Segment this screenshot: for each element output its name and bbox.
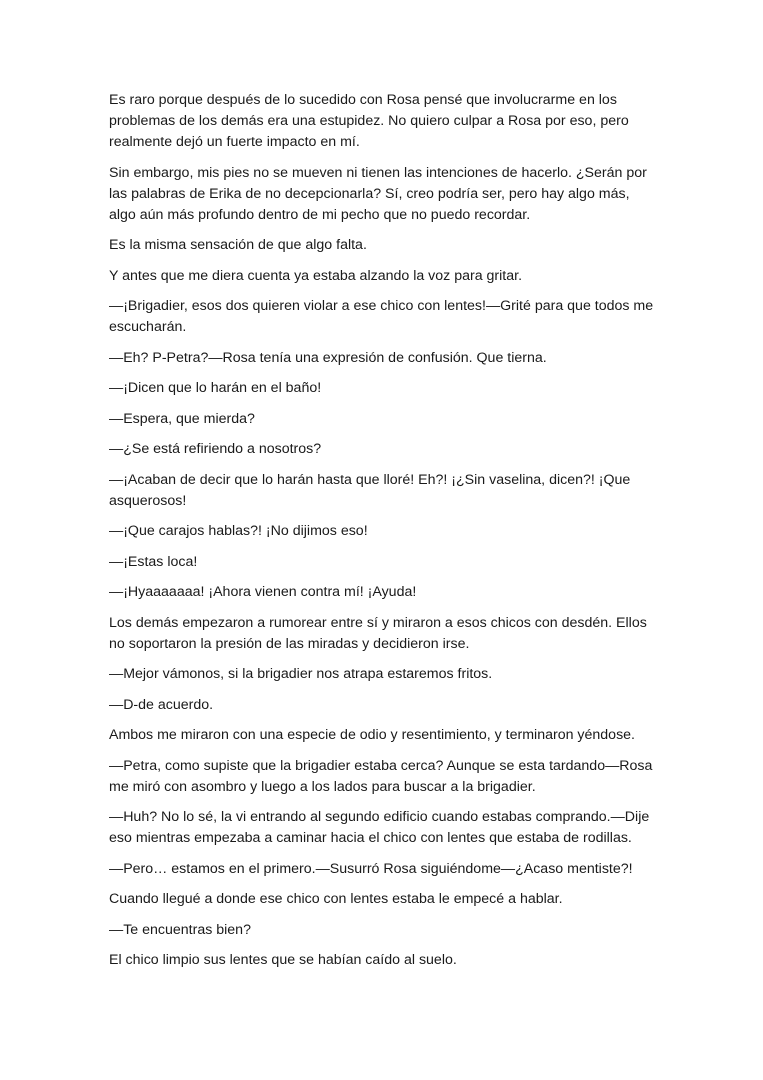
paragraph: Cuando llegué a donde ese chico con lentes estaba le empecé a hablar. <box>109 891 563 907</box>
paragraph: Es raro porque después de lo sucedido con Rosa pensé que involucrarme en los problemas de los demás era una estupidez. No quiero culpar a Rosa por eso, pero realmente dejó un fuerte impacto en mí. <box>109 92 629 150</box>
dialogue-line: —¡Estas loca! <box>109 553 198 570</box>
paragraph: Y antes que me diera cuenta ya estaba alzando la voz para gritar. <box>109 267 523 284</box>
dialogue-line: —Pero… estamos en el primero.—Susurró Rosa siguiéndome—¿Acaso mentiste?! <box>109 860 633 877</box>
dialogue-line: —Huh? No lo sé, la vi entrando al segundo edificio cuando estabas comprando.—Dije eso mientras empezaba a caminar hacia el chico con lentes que estaba de rodillas. <box>109 809 650 846</box>
dialogue-line: —D-de acuerdo. <box>109 696 214 713</box>
dialogue-line: —Te encuentras bien? <box>109 921 251 938</box>
dialogue-line: —Mejor vámonos, si la brigadier nos atrapa estaremos fritos. <box>109 666 493 682</box>
dialogue-line: —Petra, como supiste que la brigadier estaba cerca? Aunque se esta tardando—Rosa me miró con asombro y luego a los lados para buscar a la brigadier. <box>109 757 653 795</box>
paragraph: Ambos me miraron con una especie de odio y resentimiento, y terminaron yéndose. <box>109 727 635 743</box>
paragraph: El chico limpio sus lentes que se habían caído al suelo. <box>109 952 457 968</box>
dialogue-line: —Espera, que mierda? <box>109 410 255 427</box>
paragraph: Es la misma sensación de que algo falta. <box>109 237 367 253</box>
paragraph: Los demás empezaron a rumorear entre sí y miraron a esos chicos con desdén. Ellos no soportaron la presión de las miradas y decidieron irse. <box>109 614 647 652</box>
document-body <box>109 90 657 981</box>
dialogue-line: —Eh? P-Petra?—Rosa tenía una expresión de confusión. Que tierna. <box>109 349 547 366</box>
dialogue-line: —¡Acaban de decir que lo harán hasta que lloré! Eh?! ¡¿Sin vaselina, dicen?! ¡Que asquerosos! <box>109 471 631 509</box>
dialogue-line: —¡Hyaaaaaaa! ¡Ahora vienen contra mí! ¡Ayuda! <box>109 584 417 600</box>
paragraph: Sin embargo, mis pies no se mueven ni tienen las intenciones de hacerlo. ¿Serán por las palabras de Erika de no decepcionarla? Sí, creo podría ser, pero hay algo más, algo aún más profundo dentro de mi pecho que no puedo recordar. <box>109 164 647 223</box>
dialogue-line: —¿Se está refiriendo a nosotros? <box>109 441 322 457</box>
dialogue-line: —¡Dicen que lo harán en el baño! <box>109 380 322 396</box>
dialogue-line: —¡Brigadier, esos dos quieren violar a ese chico con lentes!—Grité para que todos me escucharán. <box>109 298 654 335</box>
dialogue-line: —¡Que carajos hablas?! ¡No dijimos eso! <box>109 523 368 539</box>
